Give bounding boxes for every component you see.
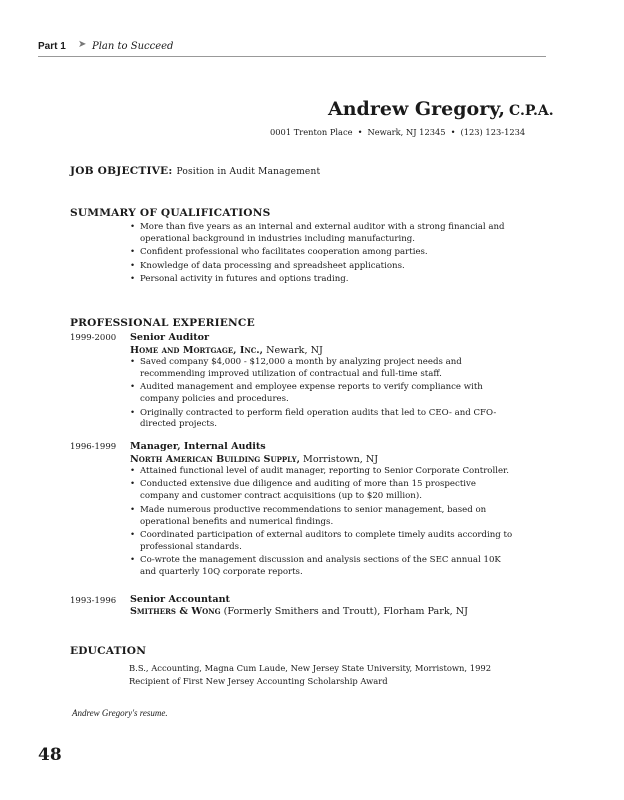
figure-caption: Andrew Gregory's resume. <box>72 708 168 718</box>
list-item: • Audited management and employee expense reports to verify compliance with company policies and procedures. <box>130 382 514 406</box>
separator: • <box>450 127 456 137</box>
list-item: • Knowledge of data processing and spreadsheet applications. <box>130 261 508 273</box>
job-years: 1993-1996 <box>70 596 117 606</box>
chapter-title: Plan to Succeed <box>92 41 174 52</box>
contact-line <box>270 127 525 137</box>
job-years: 1999-2000 <box>70 333 117 343</box>
credential: C.P.A. <box>509 103 554 119</box>
job-title: Manager, Internal Audits <box>130 441 266 452</box>
resume-name: Andrew Gregory, C.P.A. <box>328 98 554 120</box>
company-name: North American Building Supply, <box>130 454 300 465</box>
phone: (123) 123-1234 <box>460 127 526 137</box>
separator: • <box>357 127 363 137</box>
page-number: 48 <box>38 745 62 765</box>
job-company <box>130 345 323 356</box>
list-item: • Conducted extensive due diligence and auditing of more than 15 prospective company and customer contract acquisitions (up to $20 million). <box>130 479 514 503</box>
job-objective <box>70 165 320 177</box>
list-item: • Coordinated participation of external auditors to complete timely audits according to professional standards. <box>130 530 514 554</box>
education-line: Recipient of First New Jersey Accounting Scholarship Award <box>129 676 388 686</box>
job-company <box>130 454 378 465</box>
summary-list <box>130 222 508 288</box>
company-location: Morristown, NJ <box>303 454 379 465</box>
list-item: • Originally contracted to perform field operation audits that led to CEO- and CFO-directed projects. <box>130 408 514 432</box>
objective-value: Position in Audit Management <box>176 167 321 177</box>
list-item: • Saved company $4,000 - $12,000 a month by analyzing project needs and recommending improved utilization of contractual and full-time staff. <box>130 357 514 381</box>
list-item: • Personal activity in futures and options trading. <box>130 274 508 286</box>
city: Newark, NJ 12345 <box>367 127 446 137</box>
company-location: Newark, NJ <box>266 345 323 356</box>
objective-heading: JOB OBJECTIVE: <box>70 165 173 177</box>
list-item: • Attained functional level of audit manager, reporting to Senior Corporate Controller. <box>130 466 514 478</box>
job-title: Senior Accountant <box>130 594 230 605</box>
job-years: 1996-1999 <box>70 442 117 452</box>
experience-heading: PROFESSIONAL EXPERIENCE <box>70 317 255 329</box>
summary-heading: SUMMARY OF QUALIFICATIONS <box>70 207 271 219</box>
part-label: Part 1 <box>38 41 66 52</box>
job-title: Senior Auditor <box>130 332 210 343</box>
running-header <box>38 38 546 57</box>
company-location: (Formerly Smithers and Troutt), Florham Park, NJ <box>223 606 468 617</box>
job-company <box>130 606 468 617</box>
address: 0001 Trenton Place <box>270 127 353 137</box>
list-item: • Confident professional who facilitates cooperation among parties. <box>130 247 508 259</box>
education-heading: EDUCATION <box>70 645 147 657</box>
arrow-icon: ➤ <box>78 39 87 50</box>
company-name: Home and Mortgage, Inc., <box>130 345 263 356</box>
job-bullets <box>130 466 514 581</box>
list-item: • More than five years as an internal and external auditor with a strong financial and operational background in industries including manufacturing. <box>130 222 508 246</box>
list-item: • Co-wrote the management discussion and analysis sections of the SEC annual 10K and quarterly 10Q corporate reports. <box>130 555 514 579</box>
list-item: • Made numerous productive recommendations to senior management, based on operational benefits and numerical findings. <box>130 505 514 529</box>
company-name: Smithers & Wong <box>130 606 221 617</box>
job-bullets <box>130 357 514 433</box>
education-line: B.S., Accounting, Magna Cum Laude, New Jersey State University, Morristown, 1992 <box>129 663 492 673</box>
